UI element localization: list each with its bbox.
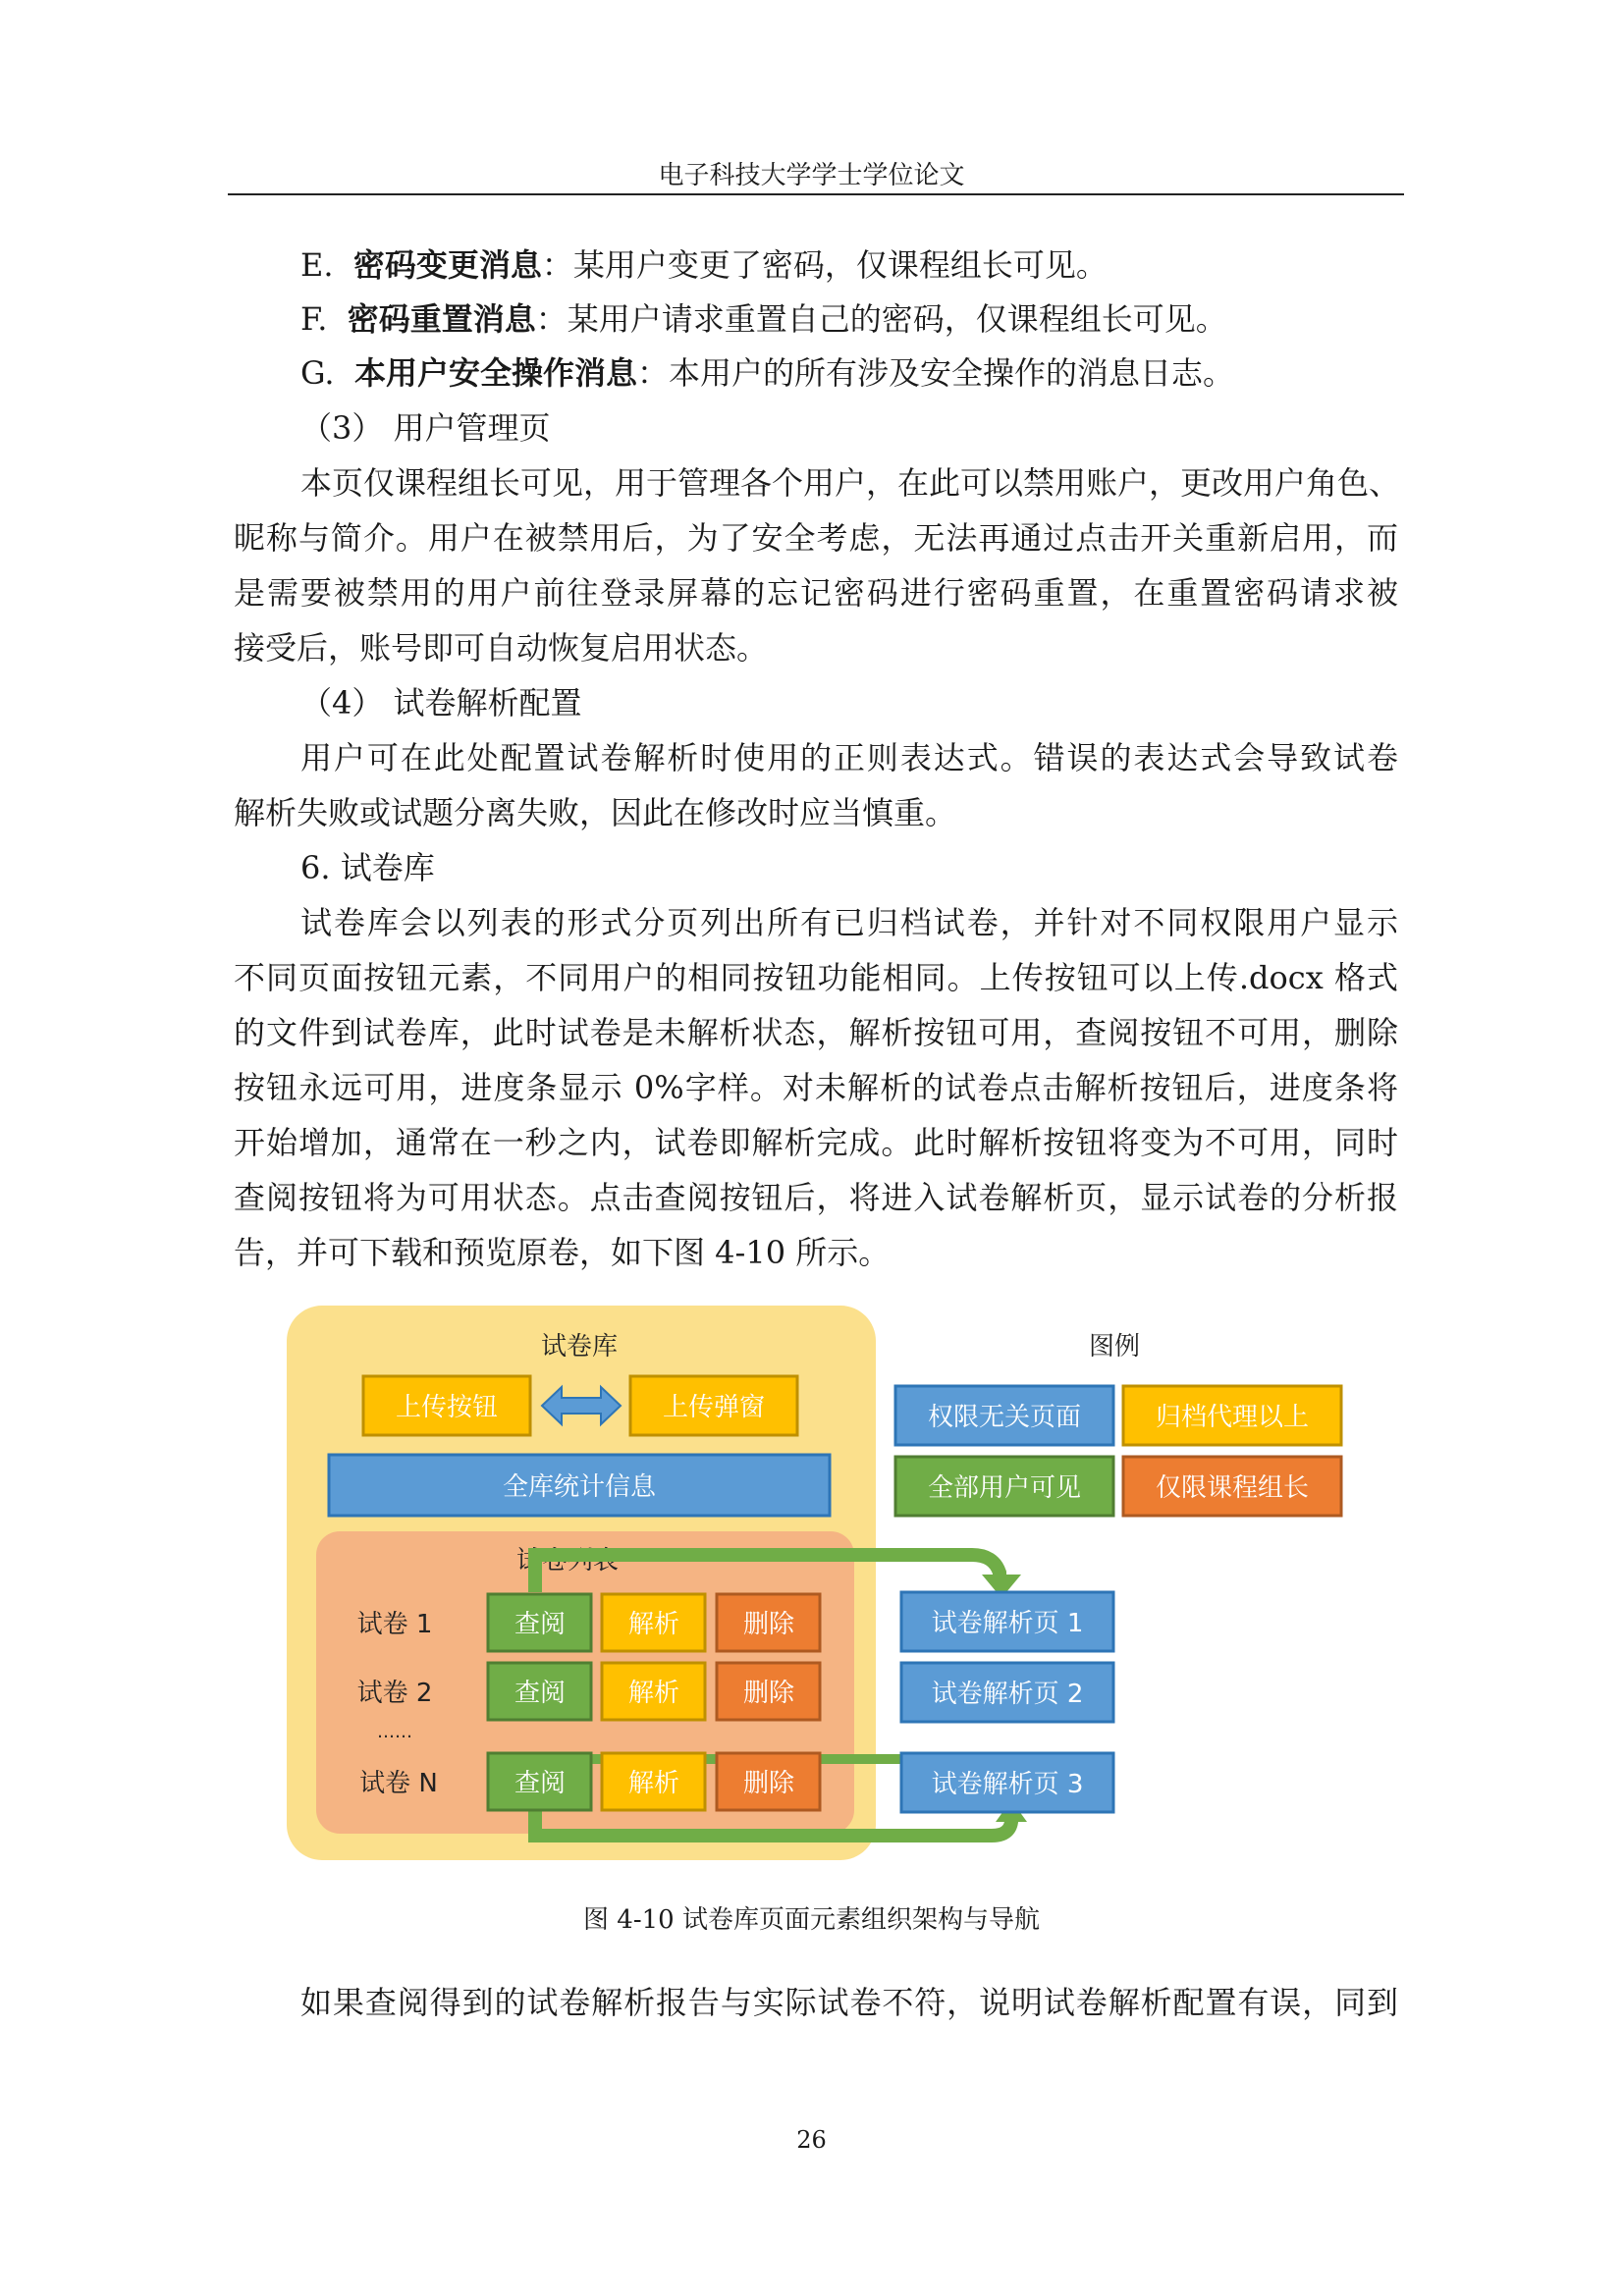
legend-item-label: 全部用户可见 bbox=[927, 1473, 1082, 1503]
ellipsis: …… bbox=[377, 1722, 412, 1742]
body-line: 开始增加，通常在一秒之内，试卷即解析完成。此时解析按钮将变为不可用，同时 bbox=[234, 1124, 1398, 1161]
parse-button-label: 解析 bbox=[627, 1679, 680, 1708]
view-button-label: 查阅 bbox=[514, 1769, 567, 1798]
body-line: 告，并可下载和预览原卷，如下图 4-10 所示。 bbox=[234, 1234, 891, 1271]
body-line: 的文件到试卷库，此时试卷是未解析状态，解析按钮可用，查阅按钮不可用，删除 bbox=[234, 1014, 1398, 1051]
body-line: 查阅按钮将为可用状态。点击查阅按钮后，将进入试卷解析页，显示试卷的分析报 bbox=[234, 1179, 1398, 1216]
body-line: 解析失败或试题分离失败，因此在修改时应当慎重。 bbox=[234, 794, 957, 831]
item-text: 某用户变更了密码，仅课程组长可见。 bbox=[572, 246, 1108, 284]
item-term: 本用户安全操作消息 bbox=[353, 354, 637, 392]
upload-button-label: 上传按钮 bbox=[395, 1393, 499, 1422]
body-line: 本页仅课程组长可见，用于管理各个用户，在此可以禁用账户，更改用户角色、 bbox=[300, 464, 1401, 502]
parse-button-label: 解析 bbox=[627, 1610, 680, 1639]
running-header: 电子科技大学学士学位论文 bbox=[658, 161, 965, 190]
section-heading: （4） 试卷解析配置 bbox=[300, 684, 582, 721]
legend-item-label: 仅限课程组长 bbox=[1155, 1473, 1310, 1503]
page-number: 26 bbox=[796, 2126, 827, 2154]
paper-list-title: 试卷列表 bbox=[515, 1546, 620, 1575]
view-button-label: 查阅 bbox=[514, 1610, 567, 1639]
delete-button-label: 删除 bbox=[742, 1610, 795, 1639]
library-title: 试卷库 bbox=[540, 1332, 619, 1362]
parse-page-label: 试卷解析页 2 bbox=[931, 1680, 1084, 1709]
parse-page-label: 试卷解析页 1 bbox=[931, 1609, 1084, 1638]
body-line: 接受后，账号即可自动恢复启用状态。 bbox=[234, 629, 769, 667]
body-line: 试卷库会以列表的形式分页列出所有已归档试卷，并针对不同权限用户显示 bbox=[300, 904, 1398, 941]
item-colon: ： bbox=[636, 354, 669, 392]
paper-label: 试卷 N bbox=[359, 1769, 438, 1798]
body-line: 用户可在此处配置试卷解析时使用的正则表达式。错误的表达式会导致试卷 bbox=[300, 739, 1398, 776]
stats-label: 全库统计信息 bbox=[502, 1472, 657, 1502]
section-heading: 6. 试卷库 bbox=[300, 849, 435, 886]
body-line: 如果查阅得到的试卷解析报告与实际试卷不符，说明试卷解析配置有误，同到 bbox=[300, 1984, 1398, 2021]
delete-button-label: 删除 bbox=[742, 1679, 795, 1708]
delete-button-label: 删除 bbox=[742, 1769, 795, 1798]
upload-dialog-label: 上传弹窗 bbox=[662, 1393, 766, 1422]
item-marker: G. bbox=[300, 354, 335, 392]
item-term: 密码重置消息 bbox=[347, 300, 536, 338]
legend-item-label: 权限无关页面 bbox=[927, 1403, 1082, 1432]
legend-title: 图例 bbox=[1088, 1332, 1141, 1362]
body-line: 按钮永远可用，进度条显示 0%字样。对未解析的试卷点击解析按钮后，进度条将 bbox=[234, 1069, 1398, 1106]
item-colon: ： bbox=[535, 300, 568, 338]
body-line: 不同页面按钮元素，不同用户的相同按钮功能相同。上传按钮可以上传.docx 格式 bbox=[234, 959, 1398, 996]
paper-label: 试卷 2 bbox=[356, 1679, 433, 1708]
item-text: 本用户的所有涉及安全操作的消息日志。 bbox=[668, 354, 1234, 392]
view-button-label: 查阅 bbox=[514, 1679, 567, 1708]
parse-page-label: 试卷解析页 3 bbox=[931, 1770, 1084, 1799]
figure-caption: 图 4-10 试卷库页面元素组织架构与导航 bbox=[583, 1905, 1040, 1935]
body-line: 昵称与简介。用户在被禁用后，为了安全考虑，无法再通过点击开关重新启用，而 bbox=[234, 519, 1398, 557]
parse-button-label: 解析 bbox=[627, 1769, 680, 1798]
legend-item-label: 归档代理以上 bbox=[1155, 1403, 1310, 1432]
item-marker: E. bbox=[300, 246, 334, 284]
body-line: 是需要被禁用的用户前往登录屏幕的忘记密码进行密码重置，在重置密码请求被 bbox=[234, 574, 1398, 612]
item-colon: ： bbox=[541, 246, 573, 284]
item-text: 某用户请求重置自己的密码，仅课程组长可见。 bbox=[567, 300, 1227, 338]
section-heading: （3） 用户管理页 bbox=[300, 409, 551, 447]
paper-label: 试卷 1 bbox=[356, 1610, 433, 1639]
item-marker: F. bbox=[300, 300, 328, 338]
item-term: 密码变更消息 bbox=[352, 246, 542, 284]
